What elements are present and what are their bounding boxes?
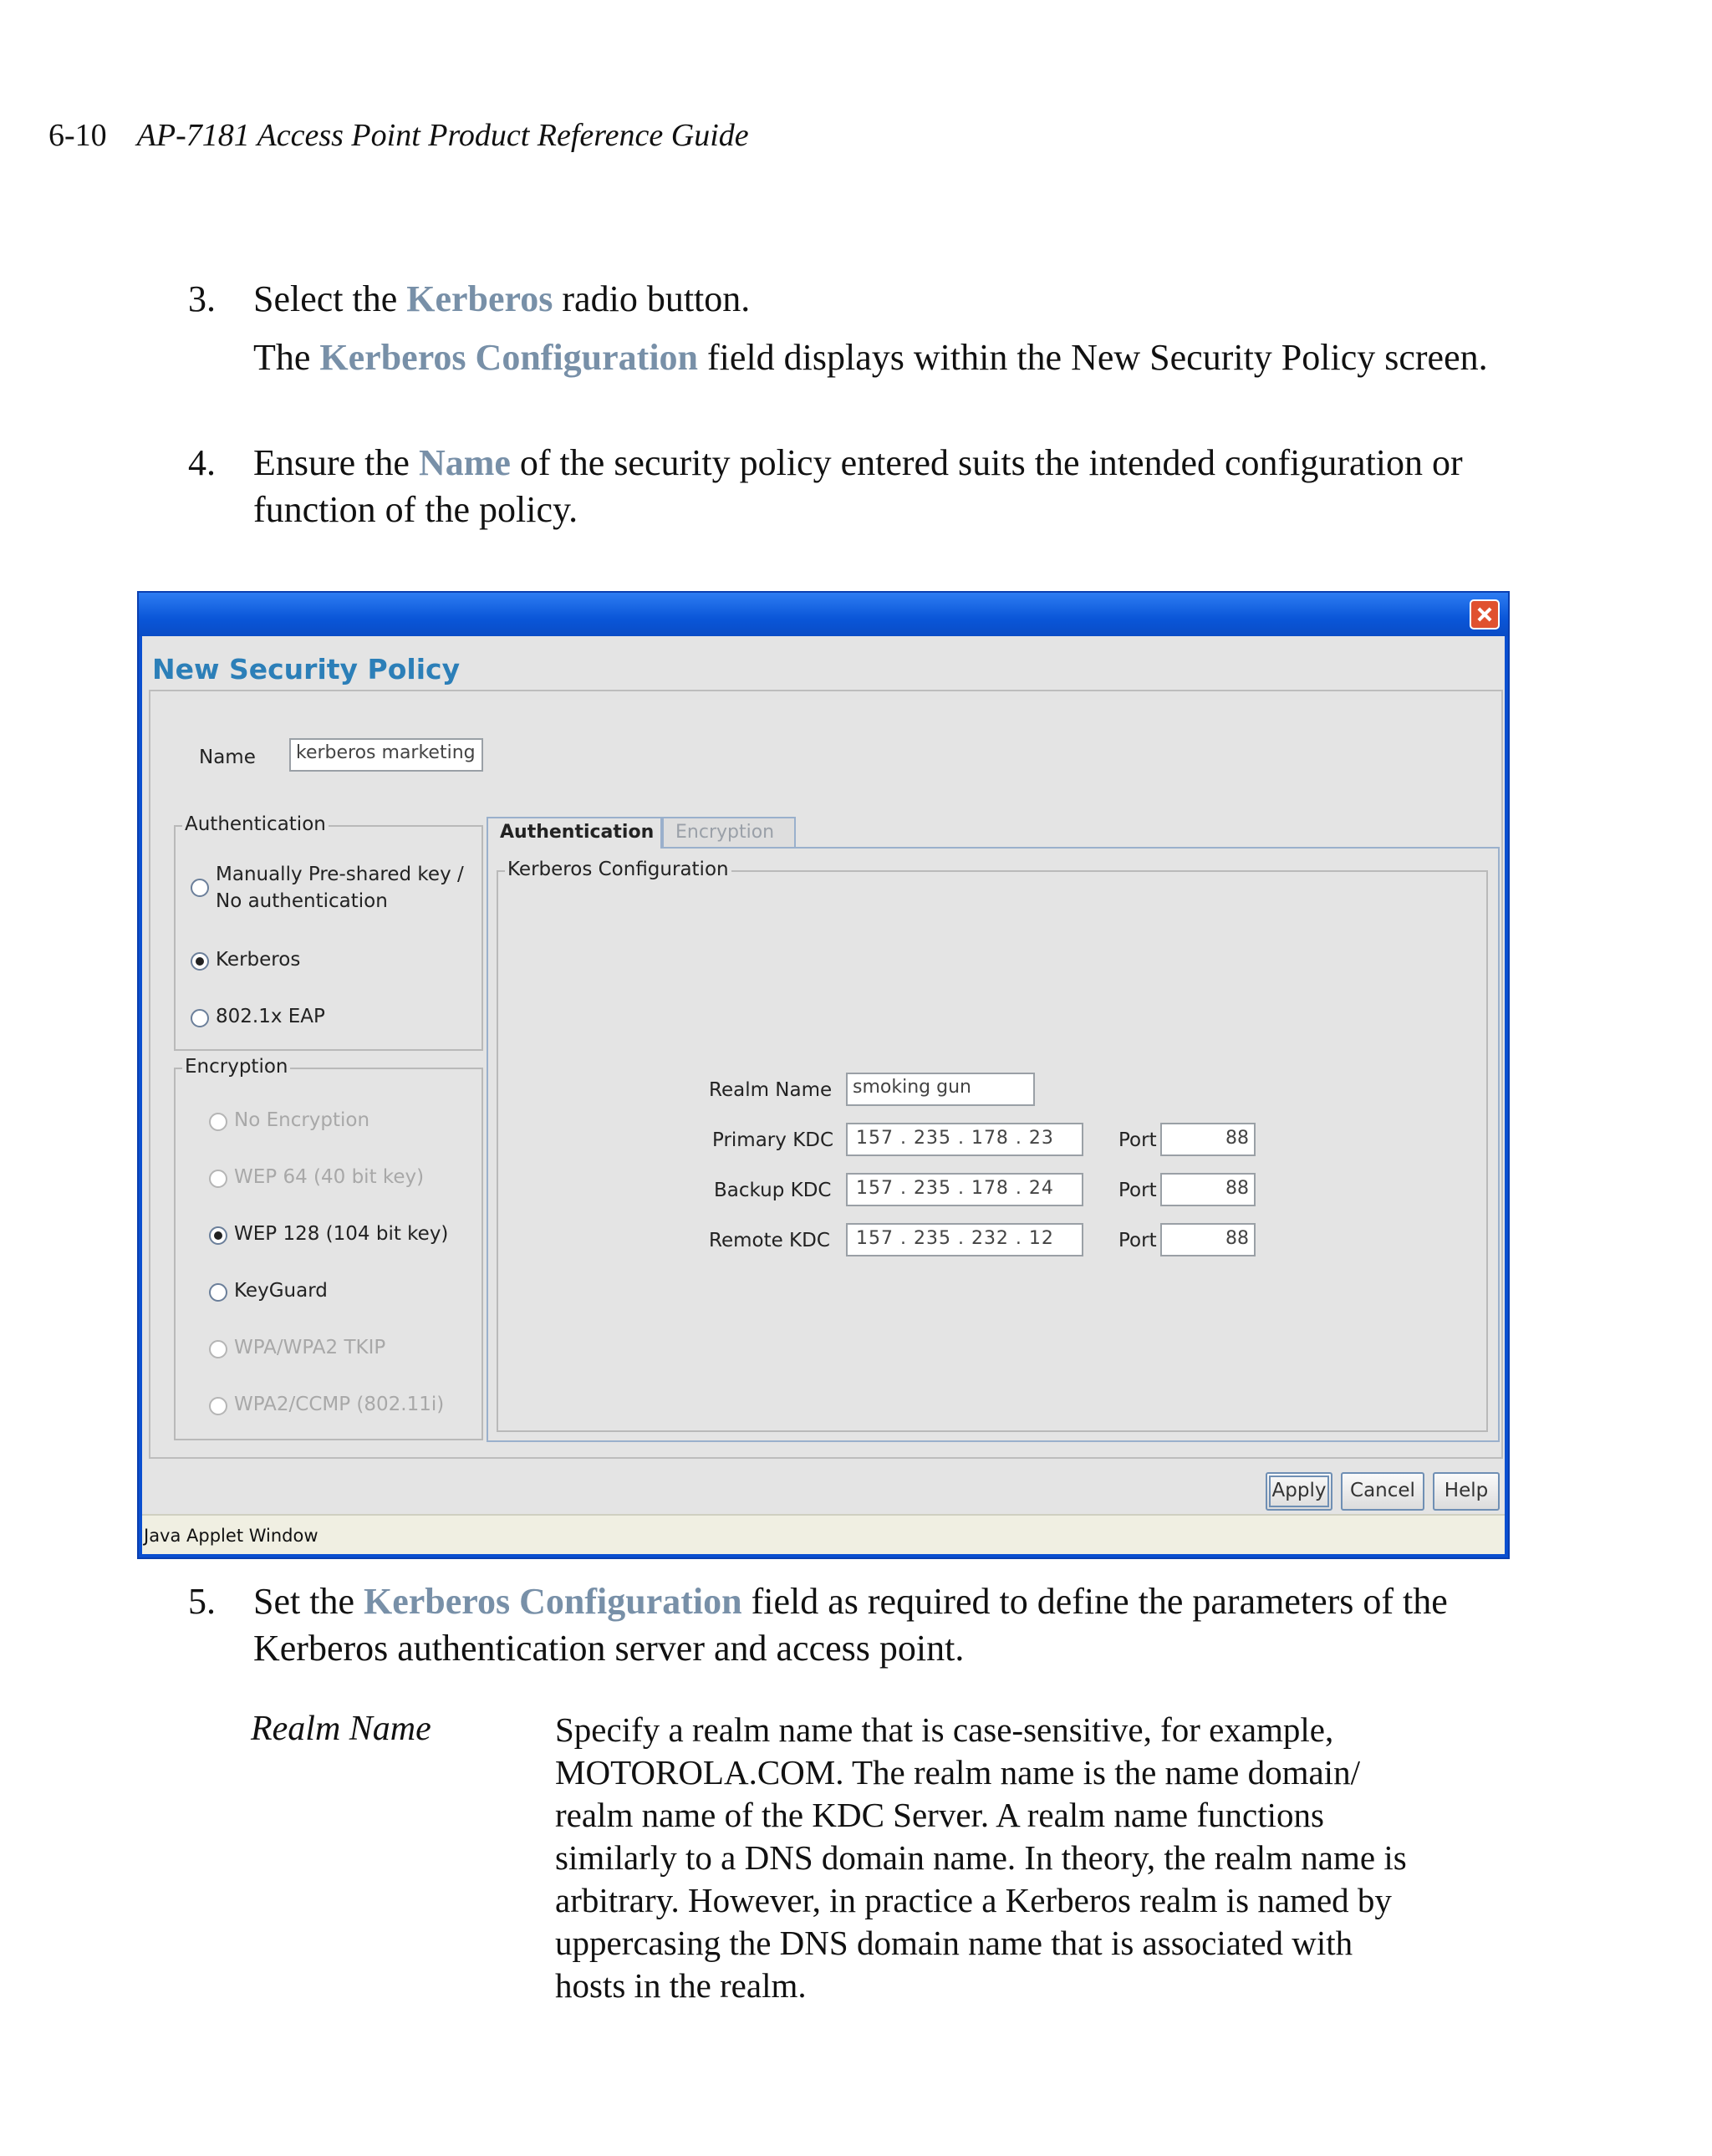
- authentication-group: [174, 813, 483, 1051]
- radio-wep64-label: WEP 64 (40 bit key): [234, 1166, 425, 1188]
- primary-kdc-ip-input[interactable]: 157 . 235 . 178 . 23: [846, 1123, 1083, 1156]
- step-keyword: Kerberos Configuration: [363, 1581, 742, 1622]
- step-3-note: [253, 334, 1524, 381]
- encryption-group-label: Encryption: [182, 1056, 290, 1078]
- definition-term: Realm Name: [251, 1710, 431, 1748]
- encryption-group: [174, 1056, 483, 1440]
- help-button[interactable]: Help: [1433, 1472, 1500, 1511]
- page-number: 6-10: [48, 118, 107, 153]
- radio-manual-psk[interactable]: [191, 879, 209, 897]
- step-text-post: of the security policy entered suits the intended configuration or function of the policy.: [253, 442, 1463, 530]
- note-post: field displays within the New Security Policy screen.: [698, 337, 1488, 378]
- status-text: Java Applet Window: [144, 1526, 318, 1546]
- window-client: [142, 636, 1505, 1554]
- primary-kdc-port-label: Port: [1118, 1129, 1157, 1151]
- cancel-button[interactable]: Cancel: [1341, 1472, 1424, 1511]
- remote-kdc-port-input[interactable]: 88: [1160, 1223, 1256, 1256]
- remote-kdc-port-label: Port: [1118, 1230, 1157, 1251]
- backup-kdc-label: Backup KDC: [714, 1180, 832, 1201]
- remote-kdc-ip-input[interactable]: 157 . 235 . 232 . 12: [846, 1223, 1083, 1256]
- step-text-pre: Set the: [253, 1581, 364, 1622]
- tab-panel: [487, 847, 1500, 1442]
- authentication-group-label: Authentication: [182, 813, 329, 835]
- radio-keyguard-label: KeyGuard: [234, 1280, 328, 1302]
- step-text-pre: Select the: [253, 278, 407, 319]
- step-text: [253, 440, 1549, 533]
- backup-kdc-ip-input[interactable]: 157 . 235 . 178 . 24: [846, 1173, 1083, 1206]
- status-bar: [142, 1514, 1505, 1554]
- radio-manual-psk-label-1: Manually Pre-shared key /: [216, 864, 464, 885]
- window-titlebar: [139, 593, 1508, 636]
- step-text-post: radio button.: [553, 278, 751, 319]
- name-input[interactable]: kerberos marketing: [289, 738, 483, 772]
- radio-keyguard[interactable]: [209, 1283, 227, 1302]
- radio-wpa2-ccmp-label: WPA2/CCMP (802.11i): [234, 1394, 445, 1415]
- dialog-title: New Security Policy: [152, 653, 461, 686]
- new-security-policy-window: [137, 591, 1510, 1559]
- step-text: [253, 1578, 1549, 1672]
- note-keyword: Kerberos Configuration: [319, 337, 699, 378]
- radio-8021x-eap[interactable]: [191, 1009, 209, 1027]
- tab-authentication[interactable]: Authentication: [487, 817, 662, 849]
- kerberos-configuration-group: [497, 859, 1488, 1432]
- radio-wpa-tkip[interactable]: [209, 1340, 227, 1358]
- backup-kdc-port-label: Port: [1118, 1180, 1157, 1201]
- note-pre: The: [253, 337, 320, 378]
- radio-wep128[interactable]: [209, 1226, 227, 1245]
- radio-no-encryption-label: No Encryption: [234, 1109, 370, 1131]
- radio-wep128-label: WEP 128 (104 bit key): [234, 1223, 449, 1245]
- page-header: [48, 117, 749, 154]
- radio-manual-psk-label-2: No authentication: [216, 890, 388, 912]
- radio-kerberos-label: Kerberos: [216, 949, 301, 971]
- step-text-pre: Ensure the: [253, 442, 419, 483]
- radio-kerberos[interactable]: [191, 952, 209, 971]
- primary-kdc-label: Primary KDC: [712, 1129, 834, 1151]
- step-text: [253, 276, 1549, 323]
- realm-name-input[interactable]: smoking gun: [846, 1073, 1035, 1106]
- step-keyword: Name: [418, 442, 511, 483]
- step-number: 3.: [188, 278, 216, 319]
- step-text-post: field as required to define the parameters of the Kerberos authentication server and access point.: [253, 1581, 1448, 1669]
- kerberos-configuration-label: Kerberos Configuration: [505, 859, 731, 880]
- dialog-content: [149, 690, 1503, 1459]
- realm-name-label: Realm Name: [709, 1079, 833, 1101]
- definition-text: Specify a realm name that is case-sensitive, for example, MOTOROLA.COM. The realm name is the name domain/ realm name of the KDC Server. A realm name functions similarly to a DNS domain name. In theory, the realm name is arbitrary. However, in practice a Kerberos realm is named by uppercasing the DNS domain name that is associated with hosts in the realm.: [555, 1710, 1407, 2005]
- radio-8021x-eap-label: 802.1x EAP: [216, 1006, 325, 1027]
- radio-wep64[interactable]: [209, 1170, 227, 1188]
- tab-encryption[interactable]: Encryption: [662, 817, 796, 849]
- backup-kdc-port-input[interactable]: 88: [1160, 1173, 1256, 1206]
- step-number: 4.: [188, 442, 216, 483]
- name-label: Name: [199, 747, 256, 768]
- guide-title: AP-7181 Access Point Product Reference Guide: [136, 118, 749, 153]
- primary-kdc-port-input[interactable]: 88: [1160, 1123, 1256, 1156]
- step-number: 5.: [188, 1581, 216, 1622]
- radio-no-encryption[interactable]: [209, 1113, 227, 1131]
- apply-button[interactable]: Apply: [1266, 1472, 1332, 1511]
- radio-wpa2-ccmp[interactable]: [209, 1397, 227, 1415]
- close-icon[interactable]: [1470, 599, 1500, 629]
- step-keyword: Kerberos: [406, 278, 553, 319]
- remote-kdc-label: Remote KDC: [709, 1230, 830, 1251]
- radio-wpa-tkip-label: WPA/WPA2 TKIP: [234, 1337, 386, 1358]
